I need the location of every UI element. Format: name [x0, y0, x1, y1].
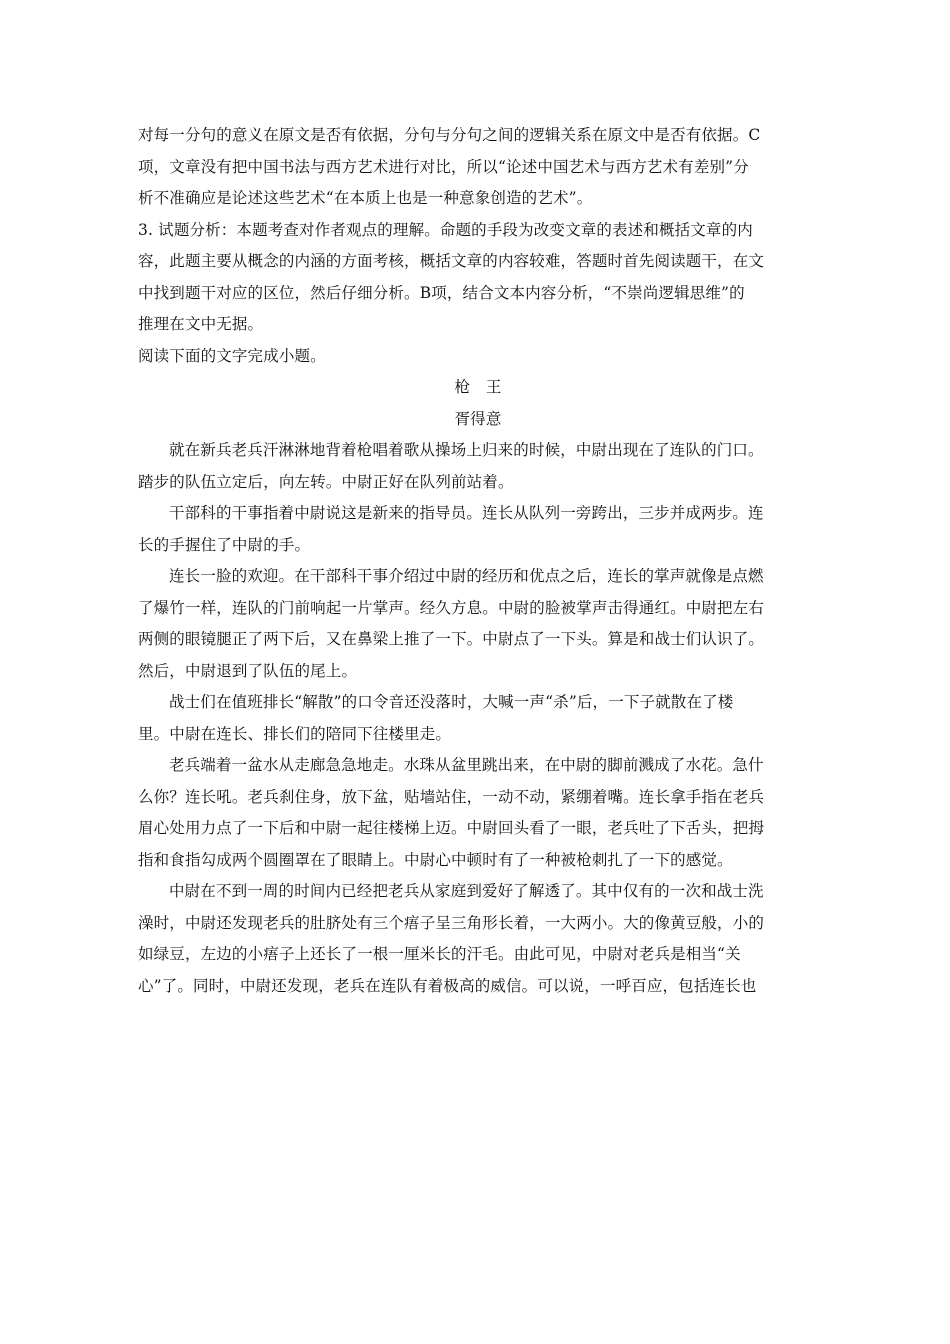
- paragraph-line: 老兵端着一盆水从走廊急急地走。水珠从盆里跳出来，在中尉的脚前溅成了水花。急什: [169, 756, 764, 774]
- paragraph-line: 了爆竹一样，连队的门前响起一片掌声。经久方息。中尉的脸被掌声击得通红。中尉把左右: [138, 598, 765, 617]
- story-paragraph: [138, 750, 818, 876]
- paragraph-line: 眉心处用力点了一下后和中尉一起往楼梯上迈。中尉回头看了一眼，老兵吐了下舌头，把拇: [138, 819, 765, 837]
- analysis-line: 析不准确应是论述这些艺术“在本质上也是一种意象创造的艺术”。: [138, 189, 593, 207]
- story-title: 枪 王: [454, 378, 502, 396]
- paragraph-line: 中尉在不到一周的时间内已经把老兵从家庭到爱好了解透了。其中仅有的一次和战士洗: [169, 882, 764, 900]
- story-paragraph: [138, 687, 818, 750]
- paragraph-line: 澡时，中尉还发现老兵的肚脐处有三个痦子呈三角形长着，一大两小。大的像黄豆般，小的: [138, 913, 765, 932]
- paragraph-line: 然后，中尉退到了队伍的尾上。: [138, 661, 358, 680]
- q3-line: 容，此题主要从概念的内涵的方面考核，概括文章的内容较难，答题时首先阅读题干，在文: [138, 252, 765, 270]
- document-page: [138, 120, 818, 1002]
- story-paragraph: [138, 561, 818, 687]
- paragraph-line: 长的手握住了中尉的手。: [138, 535, 311, 554]
- paragraph-line: 指和食指勾成两个圆圈罩在了眼睛上。中尉心中顿时有了一种被枪刺扎了一下的感觉。: [138, 850, 733, 869]
- story-paragraph: [138, 498, 818, 561]
- analysis-continued: [138, 120, 818, 215]
- q3-line: 3. 试题分析：本题考查对作者观点的理解。命题的手段为改变文章的表述和概括文章的内: [138, 220, 753, 239]
- q3-line: 中找到题干对应的区位，然后仔细分析。B项，结合文本内容分析，“不崇尚逻辑思维”的: [138, 283, 745, 302]
- paragraph-line: 战士们在值班排长“解散”的口令音还没落时，大喊一声“杀”后，一下子就散在了楼: [169, 693, 734, 711]
- q3-line: 推理在文中无据。: [138, 315, 264, 333]
- analysis-line: 项，文章没有把中国书法与西方艺术进行对比，所以“论述中国艺术与西方艺术有差别”分: [138, 157, 749, 176]
- paragraph-line: 如绿豆，左边的小痦子上还长了一根一厘米长的汗毛。由此可见，中尉对老兵是相当“关: [138, 945, 741, 963]
- paragraph-line: 心”了。同时，中尉还发现，老兵在连队有着极高的威信。可以说，一呼百应，包括连长也: [138, 976, 757, 995]
- paragraph-line: 两侧的眼镜腿正了两下后，又在鼻梁上推了一下。中尉点了一下头。算是和战士们认识了。: [138, 630, 765, 648]
- paragraph-line: 么你？连长吼。老兵刹住身，放下盆，贴墙站住，一动不动，紧绷着嘴。连长拿手指在老兵: [138, 787, 765, 806]
- story-author: 胥得意: [454, 409, 502, 428]
- story-paragraph: [138, 435, 818, 498]
- paragraph-line: 连长一脸的欢迎。在干部科干事介绍过中尉的经历和优点之后，连长的掌声就像是点燃: [169, 567, 764, 585]
- reading-instruction: 阅读下面的文字完成小题。: [138, 346, 326, 365]
- story-paragraph: [138, 876, 818, 1002]
- paragraph-line: 就在新兵老兵汗淋淋地背着枪唱着歌从操场上归来的时候，中尉出现在了连队的门口。: [169, 441, 764, 459]
- paragraph-line: 踏步的队伍立定后，向左转。中尉正好在队列前站着。: [138, 472, 514, 491]
- paragraph-line: 干部科的干事指着中尉说这是新来的指导员。连长从队列一旁跨出，三步并成两步。连: [169, 504, 764, 522]
- question-3-analysis: [138, 215, 818, 341]
- analysis-line: 对每一分句的意义在原文是否有依据，分句与分句之间的逻辑关系在原文中是否有依据。C: [138, 126, 761, 144]
- paragraph-line: 里。中尉在连长、排长们的陪同下往楼里走。: [138, 724, 452, 743]
